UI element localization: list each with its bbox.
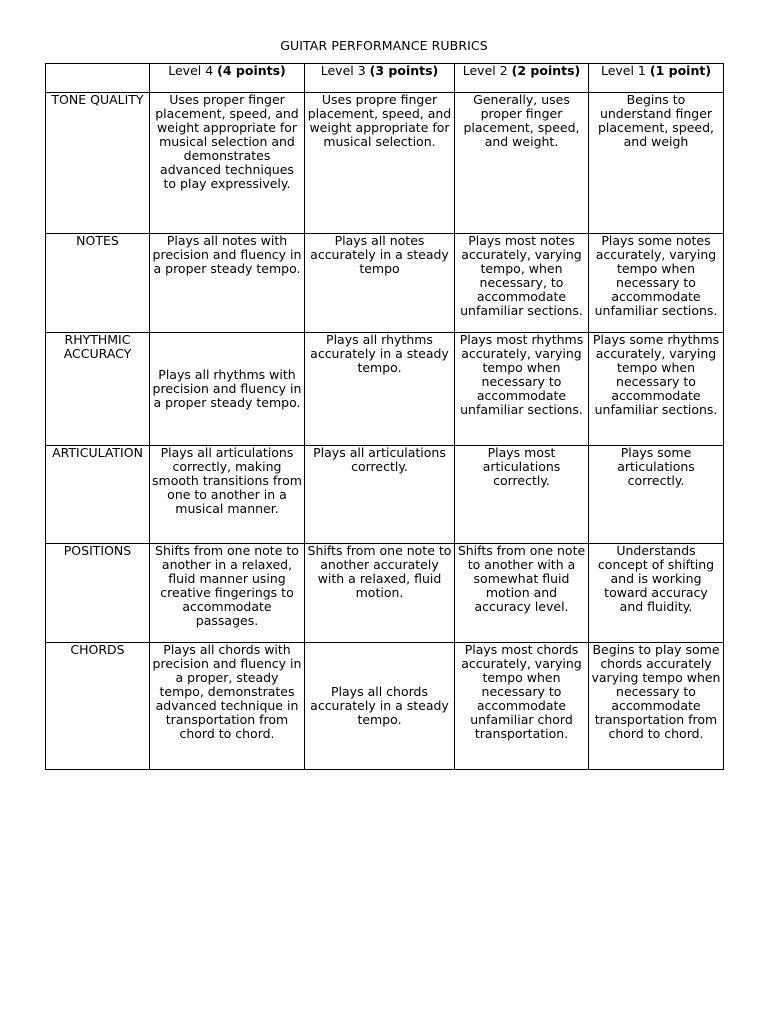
rubric-cell: Shifts from one note to another with a somewhat fluid motion and accuracy level. <box>455 544 589 643</box>
rubric-cell: Plays all notes accurately in a steady tempo <box>305 234 455 333</box>
category-cell: RHYTHMIC ACCURACY <box>46 333 150 446</box>
table-header-row <box>46 64 724 93</box>
rubric-cell: Understands concept of shifting and is working toward accuracy and fluidity. <box>589 544 724 643</box>
header-cell-level-4 <box>150 64 305 93</box>
header-level-label: Level 3 <box>320 63 370 78</box>
rubric-cell: Plays some articulations correctly. <box>589 446 724 544</box>
table-row-articulation <box>46 446 724 544</box>
header-cell-level-2 <box>455 64 589 93</box>
rubric-cell: Plays all rhythms accurately in a steady tempo. <box>305 333 455 446</box>
rubric-cell: Plays most notes accurately, varying tempo, when necessary, to accommodate unfamiliar sections. <box>455 234 589 333</box>
rubric-cell: Shifts from one note to another accurately with a relaxed, fluid motion. <box>305 544 455 643</box>
rubric-table <box>45 63 724 770</box>
rubric-cell: Plays most articulations correctly. <box>455 446 589 544</box>
page-title: GUITAR PERFORMANCE RUBRICS <box>280 38 488 53</box>
rubric-cell: Begins to play some chords accurately varying tempo when necessary to accommodate transportation from chord to chord. <box>589 643 724 770</box>
rubric-cell: Generally, uses proper finger placement, speed, and weight. <box>455 93 589 234</box>
table-row-notes <box>46 234 724 333</box>
category-cell: TONE QUALITY <box>46 93 150 234</box>
header-points-label: (2 points) <box>511 63 581 78</box>
rubric-cell: Uses proper finger placement, speed, and weight appropriate for musical selection and demonstrates advanced techniques to play expressively. <box>150 93 305 234</box>
category-cell: POSITIONS <box>46 544 150 643</box>
header-points-label: (3 points) <box>369 63 439 78</box>
header-cell-level-1 <box>589 64 724 93</box>
header-points-label: (1 point) <box>649 63 712 78</box>
rubric-cell: Plays some notes accurately, varying tempo when necessary to accommodate unfamiliar sections. <box>589 234 724 333</box>
header-points-label: (4 points) <box>217 63 286 78</box>
table-row-positions <box>46 544 724 643</box>
rubric-cell: Shifts from one note to another in a relaxed, fluid manner using creative fingerings to accommodate passages. <box>150 544 305 643</box>
header-level-label: Level 4 <box>168 63 218 78</box>
rubric-cell: Plays all articulations correctly, making smooth transitions from one to another in a musical manner. <box>150 446 305 544</box>
rubric-cell: Plays all articulations correctly. <box>305 446 455 544</box>
rubric-cell: Plays all chords accurately in a steady tempo. <box>305 643 455 770</box>
rubric-cell: Plays most rhythms accurately, varying tempo when necessary to accommodate unfamiliar sections. <box>455 333 589 446</box>
rubric-cell: Plays most chords accurately, varying tempo when necessary to accommodate unfamiliar chord transportation. <box>455 643 589 770</box>
category-cell: ARTICULATION <box>46 446 150 544</box>
rubric-cell: Plays some rhythms accurately, varying tempo when necessary to accommodate unfamiliar sections. <box>589 333 724 446</box>
table-row-chords <box>46 643 724 770</box>
rubric-cell: Begins to understand finger placement, speed, and weigh <box>589 93 724 234</box>
category-cell: NOTES <box>46 234 150 333</box>
rubric-cell: Uses propre finger placement, speed, and weight appropriate for musical selection. <box>305 93 455 234</box>
rubric-cell: Plays all chords with precision and fluency in a proper, steady tempo, demonstrates advanced technique in transportation from chord to chord. <box>150 643 305 770</box>
header-cell-level-3 <box>305 64 455 93</box>
table-row-rhythmic-accuracy <box>46 333 724 446</box>
table-row-tone-quality <box>46 93 724 234</box>
rubric-cell: Plays all notes with precision and fluency in a proper steady tempo. <box>150 234 305 333</box>
category-cell: CHORDS <box>46 643 150 770</box>
header-level-label: Level 2 <box>462 63 512 78</box>
header-level-label: Level 1 <box>600 63 650 78</box>
header-cell-blank <box>46 64 150 93</box>
rubric-cell: Plays all rhythms with precision and fluency in a proper steady tempo. <box>150 333 305 446</box>
